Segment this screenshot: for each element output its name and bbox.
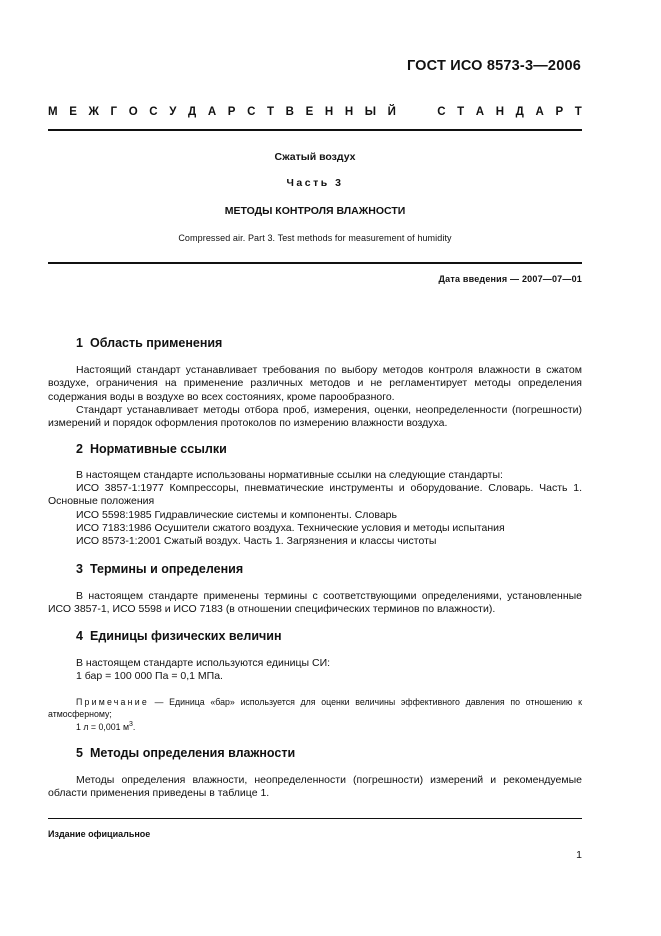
heading-letter: М (48, 106, 58, 118)
heading-letter: Г (110, 106, 118, 118)
formula-end: . (132, 722, 136, 732)
heading-letter: Й (387, 106, 396, 118)
paragraph-text: Стандарт устанавливает методы отбора проб, измерения, оценки, неопределенности (погрешности) измерений и порядок оформления протоколов по измерению влажности воздуха. (48, 404, 582, 430)
heading-letter: О (128, 106, 138, 118)
note-text: — Единица «бар» используется для оценки величины эффективного давления по отношению к атмосферному; (48, 697, 582, 719)
section-title: Область применения (90, 336, 223, 350)
reference-text: ИСО 7183:1986 Осушители сжатого воздуха. Технические условия и методы испытания (76, 522, 505, 534)
heading-letter: Т (574, 106, 582, 118)
paragraph-text: Методы определения влажности, неопределенности (погрешности) измерений и рекомендуемые области применения приведены в таблице 1. (48, 774, 582, 800)
heading-letter: А (207, 106, 217, 118)
paragraph-text: В настоящем стандарте применены термины с соответствующими определениями, установленные ИСО 3857-1, ИСО 5598 и ИСО 7183 (в отношении специфических терминов по влажности). (48, 590, 582, 616)
reference-item (48, 535, 582, 548)
heading-letter: Н (324, 106, 334, 118)
heading-letter: Т (457, 106, 465, 118)
section-3-paragraph-1 (48, 590, 582, 617)
heading-letter: Ы (364, 106, 377, 118)
part-title: Часть 3 (286, 177, 344, 189)
reference-text: ИСО 8573-1:2001 Сжатый воздух. Часть 1. Загрязнения и классы чистоты (76, 535, 437, 547)
section-number: 1 (76, 336, 83, 350)
section-1-paragraph-2 (48, 404, 582, 431)
header-divider (48, 129, 582, 131)
edition-label: Издание официальное (48, 829, 151, 839)
note (48, 696, 582, 720)
section-3-heading (76, 562, 243, 576)
section-number: 2 (76, 442, 83, 456)
reference-item (48, 522, 582, 535)
page-number: 1 (576, 849, 582, 861)
section-1-paragraph-1 (48, 364, 582, 404)
section-number: 3 (76, 562, 83, 576)
section-2-heading (76, 442, 227, 456)
section-1-heading (76, 336, 222, 350)
section-4-paragraph-1 (48, 657, 582, 670)
heading-letter: У (169, 106, 177, 118)
section-4-paragraph-2 (48, 670, 582, 683)
reference-text: ИСО 3857-1:1977 Компрессоры, пневматические инструменты и оборудование. Словарь. Часть 1. Основные положения (48, 482, 582, 508)
paragraph-text: 1 бар = 100 000 Па = 0,1 МПа. (76, 670, 223, 682)
footer-divider (48, 818, 582, 819)
note-label: Примечание (76, 697, 149, 707)
heading-letter: С (437, 106, 446, 118)
section-title: Методы определения влажности (90, 746, 296, 760)
reference-text: ИСО 5598:1985 Гидравлические системы и компоненты. Словарь (76, 509, 397, 521)
section-title: Единицы физических величин (90, 629, 282, 643)
heading-letter: Ж (88, 106, 99, 118)
section-title: Нормативные ссылки (90, 442, 227, 456)
heading-letter (422, 106, 425, 118)
interstate-standard-heading (48, 106, 582, 118)
section-5-heading (76, 746, 295, 760)
document-code: ГОСТ ИСО 8573-3—2006 (406, 58, 581, 74)
reference-item (48, 509, 582, 522)
heading-letter: А (535, 106, 544, 118)
paragraph-text: В настоящем стандарте использованы нормативные ссылки на следующие стандарты: (76, 469, 503, 481)
title-divider (48, 262, 582, 264)
section-5-paragraph-1 (48, 774, 582, 801)
heading-letter: Е (69, 106, 77, 118)
note-formula (48, 721, 582, 733)
heading-letter (408, 106, 411, 118)
heading-letter: Д (188, 106, 197, 118)
heading-letter: Н (344, 106, 354, 118)
formula-text: 1 л = 0,001 м (76, 722, 130, 732)
heading-letter: В (285, 106, 294, 118)
english-title: Compressed air. Part 3. Test methods for measurement of humidity (178, 233, 452, 243)
heading-letter: Д (515, 106, 524, 118)
subject-title: Сжатый воздух (274, 151, 356, 163)
main-title: МЕТОДЫ КОНТРОЛЯ ВЛАЖНОСТИ (224, 205, 406, 217)
heading-letter: Е (305, 106, 314, 118)
section-number: 4 (76, 629, 83, 643)
introduction-date: Дата введения — 2007—07—01 (438, 274, 582, 284)
heading-letter: Р (555, 106, 564, 118)
section-2-intro (48, 469, 582, 482)
reference-item (48, 482, 582, 509)
section-number: 5 (76, 746, 83, 760)
section-4-heading (76, 629, 282, 643)
heading-letter: Р (227, 106, 236, 118)
paragraph-text: В настоящем стандарте используются единицы СИ: (76, 657, 331, 669)
heading-letter: Т (267, 106, 275, 118)
paragraph-text: Настоящий стандарт устанавливает требования по выбору методов контроля влажности в сжатом воздухе, ограничения на применение различных методов и не регламентирует методы определения содержания воды в воздухе во всех состояниях, кроме парообразного. (48, 364, 582, 403)
section-title: Термины и определения (90, 562, 244, 576)
heading-letter: С (247, 106, 256, 118)
formula-exponent: 3 (129, 721, 133, 728)
heading-letter: А (475, 106, 485, 118)
heading-letter: С (149, 106, 158, 118)
heading-letter: Н (495, 106, 505, 118)
